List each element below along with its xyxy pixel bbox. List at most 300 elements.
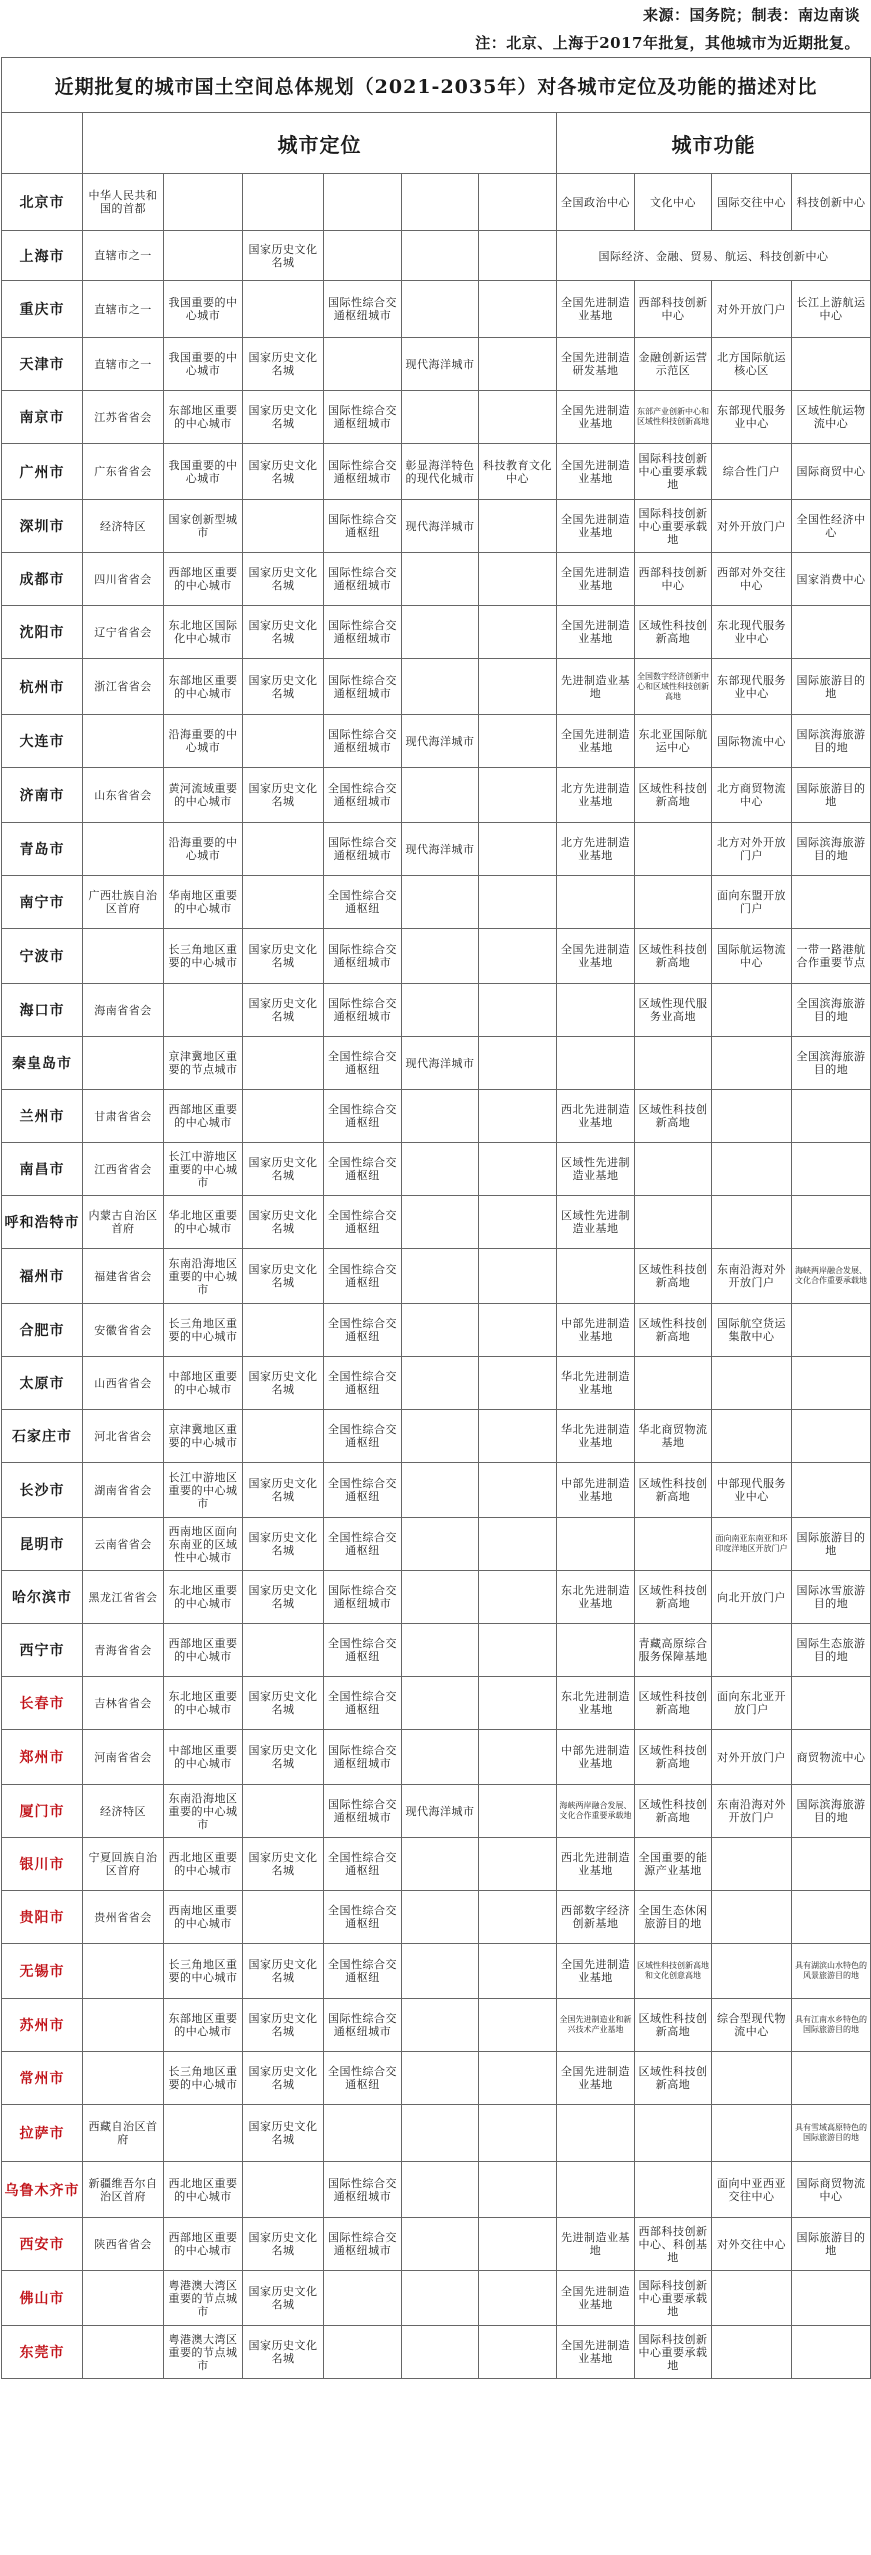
function-cell: 区域性科技创新高地 [635, 1090, 712, 1143]
function-cell: 区域性科技创新高地 [635, 1677, 712, 1730]
function-cell: 西部科技创新中心 [635, 281, 712, 338]
positioning-cell [402, 2326, 479, 2379]
function-cell: 全国先进制造业基地 [557, 553, 635, 606]
positioning-cell: 长三角地区重要的中心城市 [164, 929, 243, 984]
positioning-cell: 全国性综合交通枢纽 [324, 1891, 402, 1944]
positioning-cell: 国家历史文化名城 [243, 2218, 324, 2271]
positioning-cell: 东部地区重要的中心城市 [164, 659, 243, 715]
positioning-cell: 我国重要的中心城市 [164, 444, 243, 500]
positioning-cell [243, 823, 324, 876]
positioning-cell [479, 1037, 557, 1090]
positioning-cell [479, 2105, 557, 2162]
positioning-cell: 直辖市之一 [83, 281, 164, 338]
function-cell: 国际科技创新中心重要承载地 [635, 444, 712, 500]
city-name: 拉萨市 [2, 2105, 83, 2162]
function-cell [792, 1677, 871, 1730]
positioning-cell [402, 1196, 479, 1249]
city-name: 石家庄市 [2, 1410, 83, 1463]
positioning-cell [402, 1571, 479, 1624]
positioning-cell [479, 1518, 557, 1571]
function-cell: 区域性先进制造业基地 [557, 1196, 635, 1249]
positioning-cell [479, 2326, 557, 2379]
positioning-cell [402, 1143, 479, 1196]
city-name: 昆明市 [2, 1518, 83, 1571]
positioning-cell: 国家历史文化名城 [243, 1518, 324, 1571]
table-row [2, 1196, 871, 1249]
positioning-cell [479, 876, 557, 929]
function-cell: 全国先进制造业基地 [557, 929, 635, 984]
table-row [2, 1999, 871, 2052]
function-cell: 全国先进制造业基地 [557, 1944, 635, 1999]
function-cell: 东部现代服务业中心 [712, 659, 792, 715]
positioning-cell [479, 2218, 557, 2271]
positioning-cell: 青海省省会 [83, 1624, 164, 1677]
city-name: 宁波市 [2, 929, 83, 984]
positioning-cell [402, 2271, 479, 2326]
function-cell: 中部先进制造业基地 [557, 1463, 635, 1518]
positioning-cell: 东南沿海地区重要的中心城市 [164, 1249, 243, 1304]
positioning-cell: 陕西省省会 [83, 2218, 164, 2271]
table-row [2, 231, 871, 281]
positioning-cell [402, 1410, 479, 1463]
positioning-cell [402, 1730, 479, 1785]
table-row [2, 281, 871, 338]
positioning-cell: 全国性综合交通枢纽 [324, 2052, 402, 2105]
function-cell [712, 1624, 792, 1677]
function-cell: 国际商贸物流中心 [792, 2162, 871, 2218]
positioning-cell: 国家历史文化名城 [243, 2052, 324, 2105]
positioning-cell: 国际性综合交通枢纽城市 [324, 2218, 402, 2271]
positioning-cell [402, 2052, 479, 2105]
function-cell: 区域性科技创新高地 [635, 1249, 712, 1304]
function-cell [792, 2271, 871, 2326]
function-cell: 区域性科技创新高地 [635, 1785, 712, 1838]
positioning-cell [479, 715, 557, 768]
positioning-cell [324, 2326, 402, 2379]
function-cell [712, 1090, 792, 1143]
table-row [2, 823, 871, 876]
function-cell: 北方国际航运核心区 [712, 338, 792, 391]
positioning-cell: 彰显海洋特色的现代化城市 [402, 444, 479, 500]
function-cell [557, 1249, 635, 1304]
positioning-cell [479, 338, 557, 391]
function-cell: 海峡两岸融合发展、文化合作重要承载地 [792, 1249, 871, 1304]
positioning-cell [479, 606, 557, 659]
function-cell [792, 1463, 871, 1518]
city-name: 福州市 [2, 1249, 83, 1304]
positioning-cell: 全国性综合交通枢纽 [324, 1838, 402, 1891]
positioning-cell: 江西省省会 [83, 1143, 164, 1196]
positioning-cell: 国家历史文化名城 [243, 1143, 324, 1196]
function-cell: 华北商贸物流基地 [635, 1410, 712, 1463]
positioning-cell: 国际性综合交通枢纽城市 [324, 1999, 402, 2052]
positioning-cell: 国家历史文化名城 [243, 1838, 324, 1891]
city-name: 合肥市 [2, 1304, 83, 1357]
positioning-cell: 国家历史文化名城 [243, 1999, 324, 2052]
positioning-cell: 沿海重要的中心城市 [164, 823, 243, 876]
positioning-cell: 全国性综合交通枢纽 [324, 1518, 402, 1571]
function-cell: 区域性科技创新高地 [635, 1463, 712, 1518]
positioning-cell: 华南地区重要的中心城市 [164, 876, 243, 929]
note-line: 注：北京、上海于2017年批复，其他城市为近期批复。 [475, 34, 860, 52]
table-row [2, 1357, 871, 1410]
city-name: 重庆市 [2, 281, 83, 338]
function-cell: 西部对外交往中心 [712, 553, 792, 606]
city-name: 佛山市 [2, 2271, 83, 2326]
city-name: 济南市 [2, 768, 83, 823]
function-cell: 区域性科技创新高地和文化创意高地 [635, 1944, 712, 1999]
positioning-cell [243, 1891, 324, 1944]
city-name: 天津市 [2, 338, 83, 391]
function-cell: 区域性科技创新高地 [635, 606, 712, 659]
positioning-cell [479, 174, 557, 231]
positioning-cell: 云南省省会 [83, 1518, 164, 1571]
positioning-cell: 现代海洋城市 [402, 823, 479, 876]
positioning-cell: 国家历史文化名城 [243, 1571, 324, 1624]
positioning-cell: 东部地区重要的中心城市 [164, 1999, 243, 2052]
positioning-cell: 全国性综合交通枢纽 [324, 1196, 402, 1249]
table-row [2, 1249, 871, 1304]
positioning-cell: 中部地区重要的中心城市 [164, 1357, 243, 1410]
positioning-cell: 国际性综合交通枢纽城市 [324, 929, 402, 984]
function-cell: 全国先进制造业基地 [557, 500, 635, 553]
function-cell: 东南沿海对外开放门户 [712, 1785, 792, 1838]
positioning-cell [479, 1730, 557, 1785]
positioning-cell: 长三角地区重要的中心城市 [164, 2052, 243, 2105]
positioning-cell [479, 1838, 557, 1891]
table-row [2, 929, 871, 984]
table-row [2, 444, 871, 500]
positioning-cell [479, 823, 557, 876]
positioning-cell: 国家历史文化名城 [243, 2105, 324, 2162]
positioning-cell: 西北地区重要的中心城市 [164, 1838, 243, 1891]
positioning-cell: 国际性综合交通枢纽城市 [324, 823, 402, 876]
function-cell: 国际经济、金融、贸易、航运、科技创新中心 [557, 231, 871, 281]
function-cell [792, 1838, 871, 1891]
positioning-cell: 全国性综合交通枢纽 [324, 1090, 402, 1143]
city-name: 青岛市 [2, 823, 83, 876]
positioning-cell: 国际性综合交通枢纽城市 [324, 715, 402, 768]
positioning-cell [402, 1944, 479, 1999]
table-row [2, 876, 871, 929]
positioning-cell [83, 823, 164, 876]
city-name: 长春市 [2, 1677, 83, 1730]
positioning-cell: 京津冀地区重要的中心城市 [164, 1410, 243, 1463]
function-cell: 全国先进制造业和新兴技术产业基地 [557, 1999, 635, 2052]
positioning-cell: 国家历史文化名城 [243, 338, 324, 391]
function-cell [635, 1037, 712, 1090]
positioning-cell: 直辖市之一 [83, 231, 164, 281]
positioning-cell: 经济特区 [83, 500, 164, 553]
positioning-cell [402, 1624, 479, 1677]
function-cell [557, 2162, 635, 2218]
positioning-cell: 京津冀地区重要的节点城市 [164, 1037, 243, 1090]
function-cell [792, 1304, 871, 1357]
function-cell: 北方先进制造业基地 [557, 768, 635, 823]
positioning-cell [479, 1249, 557, 1304]
table-row [2, 1037, 871, 1090]
function-cell: 区域性航运物流中心 [792, 391, 871, 444]
table-row [2, 500, 871, 553]
positioning-cell [402, 2218, 479, 2271]
function-cell: 对外开放门户 [712, 1730, 792, 1785]
city-name: 南宁市 [2, 876, 83, 929]
function-cell: 东北先进制造业基地 [557, 1571, 635, 1624]
function-cell [712, 1944, 792, 1999]
function-cell [792, 1143, 871, 1196]
positioning-cell: 国家历史文化名城 [243, 1944, 324, 1999]
positioning-cell: 国家历史文化名城 [243, 1196, 324, 1249]
function-cell [557, 876, 635, 929]
function-cell: 区域性科技创新高地 [635, 2052, 712, 2105]
function-cell [635, 1518, 712, 1571]
positioning-cell: 全国性综合交通枢纽 [324, 1463, 402, 1518]
positioning-cell: 全国性综合交通枢纽 [324, 1624, 402, 1677]
city-name: 郑州市 [2, 1730, 83, 1785]
function-cell [557, 1624, 635, 1677]
function-cell: 全国滨海旅游目的地 [792, 1037, 871, 1090]
function-cell: 东南沿海对外开放门户 [712, 1249, 792, 1304]
positioning-cell: 海南省省会 [83, 984, 164, 1037]
function-cell: 全国滨海旅游目的地 [792, 984, 871, 1037]
positioning-cell: 全国性综合交通枢纽城市 [324, 768, 402, 823]
function-cell: 全国政治中心 [557, 174, 635, 231]
positioning-cell: 河南省省会 [83, 1730, 164, 1785]
table-row [2, 2105, 871, 2162]
function-cell: 国际滨海旅游目的地 [792, 715, 871, 768]
function-cell: 北方商贸物流中心 [712, 768, 792, 823]
source-line: 来源：国务院；制表：南边南谈 [642, 6, 860, 24]
function-cell: 国际旅游目的地 [792, 768, 871, 823]
table-row [2, 1518, 871, 1571]
positioning-cell [479, 1357, 557, 1410]
positioning-cell: 福建省省会 [83, 1249, 164, 1304]
positioning-cell: 甘肃省省会 [83, 1090, 164, 1143]
function-cell: 全国性经济中心 [792, 500, 871, 553]
function-cell: 国际交往中心 [712, 174, 792, 231]
corner-cell [2, 113, 83, 174]
positioning-cell: 国家历史文化名城 [243, 231, 324, 281]
positioning-cell: 黑龙江省省会 [83, 1571, 164, 1624]
table-row [2, 174, 871, 231]
function-cell [712, 1037, 792, 1090]
function-cell [557, 1518, 635, 1571]
positioning-cell [243, 2162, 324, 2218]
positioning-cell [83, 2326, 164, 2379]
page [1, 1, 870, 2379]
positioning-cell: 国家历史文化名城 [243, 2271, 324, 2326]
function-cell [635, 2162, 712, 2218]
positioning-cell: 华北地区重要的中心城市 [164, 1196, 243, 1249]
positioning-cell [479, 1410, 557, 1463]
function-cell: 区域性现代服务业高地 [635, 984, 712, 1037]
function-cell: 全国重要的能源产业基地 [635, 1838, 712, 1891]
positioning-cell [324, 2105, 402, 2162]
positioning-cell [402, 1838, 479, 1891]
city-name: 成都市 [2, 553, 83, 606]
positioning-cell [243, 1304, 324, 1357]
positioning-cell: 我国重要的中心城市 [164, 281, 243, 338]
function-cell: 全国数字经济创新中心和区域性科技创新高地 [635, 659, 712, 715]
function-cell: 一带一路港航合作重要节点 [792, 929, 871, 984]
positioning-cell: 西部地区重要的中心城市 [164, 1090, 243, 1143]
function-cell [557, 984, 635, 1037]
table-row [2, 2326, 871, 2379]
city-name: 贵阳市 [2, 1891, 83, 1944]
function-cell: 区域性先进制造业基地 [557, 1143, 635, 1196]
positioning-cell: 全国性综合交通枢纽 [324, 1037, 402, 1090]
function-cell: 科技创新中心 [792, 174, 871, 231]
function-cell [712, 1143, 792, 1196]
positioning-cell: 西北地区重要的中心城市 [164, 2162, 243, 2218]
positioning-cell [83, 715, 164, 768]
function-cell [635, 1143, 712, 1196]
positioning-cell: 长三角地区重要的中心城市 [164, 1304, 243, 1357]
function-cell: 国际生态旅游目的地 [792, 1624, 871, 1677]
function-cell [712, 2326, 792, 2379]
positioning-cell [324, 231, 402, 281]
positioning-cell: 国家历史文化名城 [243, 606, 324, 659]
function-cell: 国际航运物流中心 [712, 929, 792, 984]
function-cell [635, 1196, 712, 1249]
function-cell [792, 876, 871, 929]
function-cell: 区域性科技创新高地 [635, 1304, 712, 1357]
function-cell: 国际冰雪旅游目的地 [792, 1571, 871, 1624]
function-cell [712, 1357, 792, 1410]
positioning-cell: 国家历史文化名城 [243, 1249, 324, 1304]
positioning-cell: 全国性综合交通枢纽 [324, 1357, 402, 1410]
function-cell: 国际科技创新中心重要承载地 [635, 2326, 712, 2379]
table-row [2, 715, 871, 768]
function-cell [792, 1090, 871, 1143]
positioning-cell: 西部地区重要的中心城市 [164, 553, 243, 606]
function-cell: 东北现代服务业中心 [712, 606, 792, 659]
positioning-cell [402, 2105, 479, 2162]
positioning-cell [243, 876, 324, 929]
positioning-cell [402, 659, 479, 715]
function-cell: 海峡两岸融合发展、文化合作重要承载地 [557, 1785, 635, 1838]
function-cell: 面向东盟开放门户 [712, 876, 792, 929]
table-title: 近期批复的城市国土空间总体规划（2021-2035年）对各城市定位及功能的描述对比 [2, 58, 871, 113]
table-row [2, 338, 871, 391]
positioning-cell: 国际性综合交通枢纽城市 [324, 659, 402, 715]
positioning-cell [83, 1037, 164, 1090]
table-row [2, 1143, 871, 1196]
function-cell: 全国生态休闲旅游目的地 [635, 1891, 712, 1944]
function-cell: 国际商贸中心 [792, 444, 871, 500]
city-name: 长沙市 [2, 1463, 83, 1518]
function-cell: 西部科技创新中心 [635, 553, 712, 606]
positioning-cell: 东北地区国际化中心城市 [164, 606, 243, 659]
positioning-cell: 全国性综合交通枢纽 [324, 1249, 402, 1304]
positioning-cell: 长三角地区重要的中心城市 [164, 1944, 243, 1999]
city-name: 哈尔滨市 [2, 1571, 83, 1624]
positioning-cell [164, 174, 243, 231]
function-cell: 长江上游航运中心 [792, 281, 871, 338]
function-cell [712, 984, 792, 1037]
positioning-cell: 安徽省省会 [83, 1304, 164, 1357]
positioning-cell: 西藏自治区首府 [83, 2105, 164, 2162]
positioning-cell: 宁夏回族自治区首府 [83, 1838, 164, 1891]
function-cell: 全国先进制造业基地 [557, 606, 635, 659]
table-row [2, 2271, 871, 2326]
function-cell: 面向南亚东南亚和环印度洋地区开放门户 [712, 1518, 792, 1571]
function-cell: 区域性科技创新高地 [635, 929, 712, 984]
positioning-cell: 国际性综合交通枢纽城市 [324, 281, 402, 338]
positioning-cell: 广东省省会 [83, 444, 164, 500]
function-cell: 全国先进制造业基地 [557, 444, 635, 500]
positioning-cell [479, 1785, 557, 1838]
positioning-cell [243, 500, 324, 553]
positioning-cell: 全国性综合交通枢纽 [324, 1143, 402, 1196]
table-row [2, 1677, 871, 1730]
function-cell: 商贸物流中心 [792, 1730, 871, 1785]
positioning-cell: 新疆维吾尔自治区首府 [83, 2162, 164, 2218]
table-row [2, 768, 871, 823]
positioning-cell [402, 231, 479, 281]
positioning-cell: 国际性综合交通枢纽城市 [324, 444, 402, 500]
positioning-cell: 长江中游地区重要的中心城市 [164, 1463, 243, 1518]
positioning-cell: 国家历史文化名城 [243, 1730, 324, 1785]
function-cell: 国际滨海旅游目的地 [792, 823, 871, 876]
positioning-cell [243, 174, 324, 231]
positioning-cell: 东部地区重要的中心城市 [164, 391, 243, 444]
table-row [2, 659, 871, 715]
function-cell: 具有湖滨山水特色的风景旅游目的地 [792, 1944, 871, 1999]
positioning-cell: 西南地区面向东南亚的区域性中心城市 [164, 1518, 243, 1571]
positioning-cell [402, 553, 479, 606]
function-cell: 对外交往中心 [712, 2218, 792, 2271]
function-cell: 青藏高原综合服务保障基地 [635, 1624, 712, 1677]
positioning-cell [479, 768, 557, 823]
positioning-cell [402, 984, 479, 1037]
function-cell: 先进制造业基地 [557, 659, 635, 715]
function-cell [635, 876, 712, 929]
function-cell: 国际滨海旅游目的地 [792, 1785, 871, 1838]
positioning-cell: 粤港澳大湾区重要的节点城市 [164, 2326, 243, 2379]
positioning-cell [402, 1090, 479, 1143]
positioning-cell: 国际性综合交通枢纽城市 [324, 1571, 402, 1624]
positioning-cell: 长江中游地区重要的中心城市 [164, 1143, 243, 1196]
function-cell: 华北先进制造业基地 [557, 1410, 635, 1463]
function-cell [557, 2105, 635, 2162]
table-row [2, 1944, 871, 1999]
function-cell: 华北先进制造业基地 [557, 1357, 635, 1410]
positioning-cell: 全国性综合交通枢纽 [324, 1677, 402, 1730]
function-cell [557, 1037, 635, 1090]
positioning-cell [164, 2105, 243, 2162]
positioning-cell: 国际性综合交通枢纽城市 [324, 1730, 402, 1785]
positioning-cell [83, 2052, 164, 2105]
function-cell: 中部现代服务业中心 [712, 1463, 792, 1518]
function-cell: 全国先进制造业基地 [557, 2052, 635, 2105]
positioning-cell [324, 2271, 402, 2326]
positioning-cell: 现代海洋城市 [402, 338, 479, 391]
function-cell [712, 2052, 792, 2105]
positioning-cell [402, 1677, 479, 1730]
city-name: 兰州市 [2, 1090, 83, 1143]
positioning-cell [243, 1410, 324, 1463]
city-name: 银川市 [2, 1838, 83, 1891]
function-cell [712, 1196, 792, 1249]
city-name: 北京市 [2, 174, 83, 231]
table-row [2, 1571, 871, 1624]
function-cell: 国际物流中心 [712, 715, 792, 768]
function-cell: 全国先进制造业基地 [557, 2271, 635, 2326]
positioning-cell [479, 2271, 557, 2326]
table-row [2, 1838, 871, 1891]
positioning-cell: 粤港澳大湾区重要的节点城市 [164, 2271, 243, 2326]
